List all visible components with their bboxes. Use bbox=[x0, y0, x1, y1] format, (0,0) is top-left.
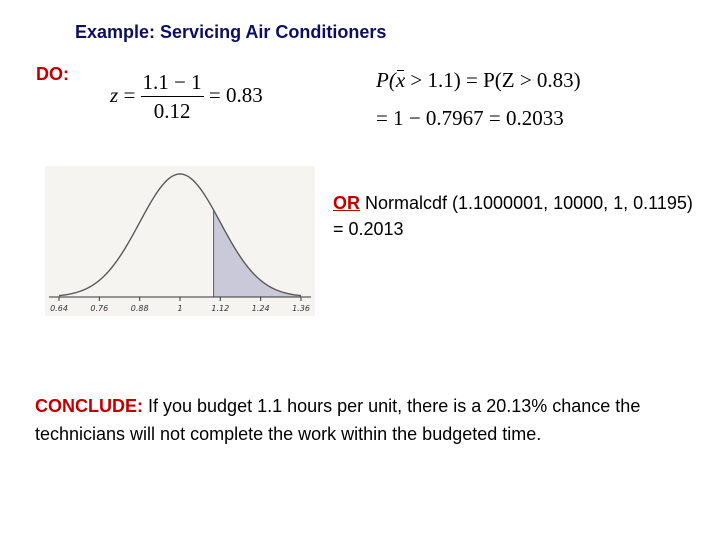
probability-equation-line-2: = 1 − 0.7967 = 0.2033 bbox=[376, 106, 564, 130]
z-numerator: 1.1 − 1 bbox=[141, 70, 204, 97]
conclude-text: If you budget 1.1 hours per unit, there is a 20.13% chance the technicians will not complete the work within the budgeted time. bbox=[35, 396, 641, 444]
z-fraction bbox=[141, 70, 204, 124]
x-tick-label-5: 1.24 bbox=[251, 304, 270, 313]
or-keyword: OR bbox=[333, 193, 360, 213]
x-tick-label-2: 0.88 bbox=[130, 304, 149, 313]
normal-curve-chart bbox=[45, 166, 315, 316]
z-result: = 0.83 bbox=[208, 82, 263, 107]
do-label: DO: bbox=[36, 64, 69, 84]
normal-curve-line bbox=[59, 174, 301, 296]
z-variable: z bbox=[110, 82, 119, 107]
x-tick-label-1: 0.76 bbox=[90, 304, 109, 313]
x-bar-variable: x bbox=[395, 68, 406, 92]
x-tick-label-6: 1.36 bbox=[292, 304, 310, 313]
z-score-equation bbox=[110, 70, 263, 124]
x-tick-label-4: 1.12 bbox=[211, 304, 230, 313]
conclude-keyword: CONCLUDE: bbox=[35, 396, 143, 416]
x-tick-label-0: 0.64 bbox=[50, 304, 68, 313]
prob-line1-prefix: P( bbox=[376, 68, 396, 92]
prob-line1-rest: > 1.1) = P(Z > 0.83) bbox=[405, 68, 581, 92]
x-tick-label-3: 1 bbox=[177, 304, 183, 313]
slide-title: Example: Servicing Air Conditioners bbox=[75, 22, 387, 42]
probability-equation-line-1 bbox=[376, 68, 581, 93]
conclusion bbox=[35, 392, 685, 448]
normal-curve-svg bbox=[45, 166, 315, 316]
z-denominator: 0.12 bbox=[153, 99, 191, 123]
normalcdf-note bbox=[333, 190, 693, 242]
z-equals-sign: = bbox=[123, 82, 136, 107]
normalcdf-text: Normalcdf (1.1000001, 10000, 1, 0.1195) = 0.2013 bbox=[333, 193, 693, 239]
shaded-tail-area bbox=[214, 210, 301, 297]
